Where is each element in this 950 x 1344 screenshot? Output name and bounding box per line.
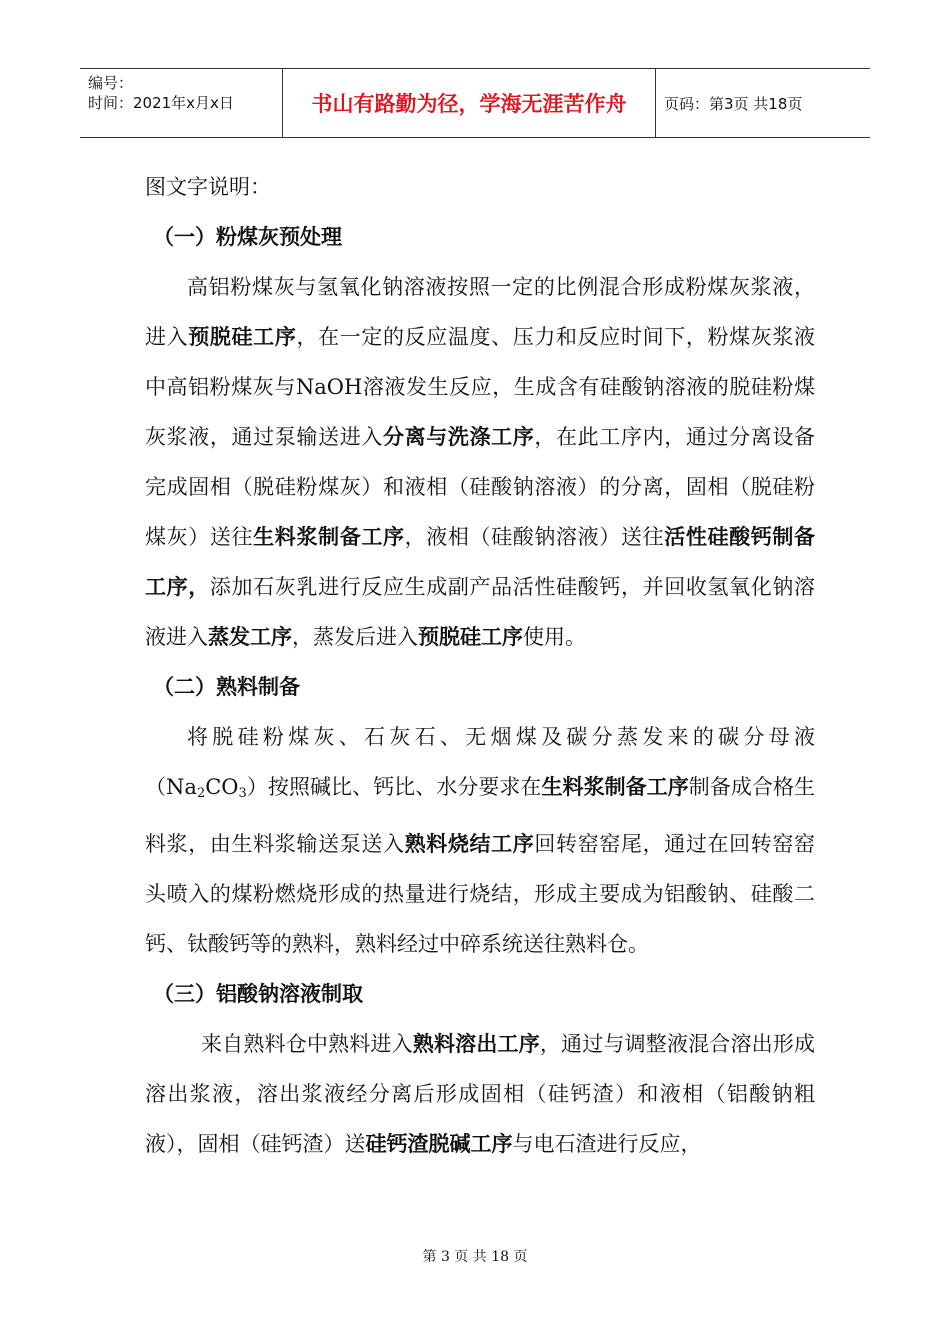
document-number-label: 编号： <box>88 74 134 92</box>
document-date-label: 时间：2021年x月x日 <box>88 94 234 112</box>
header-page-cell <box>656 69 870 137</box>
header-motto-cell <box>283 69 656 137</box>
process-term: 生料浆制备工序 <box>541 775 689 799</box>
process-term: 分离与洗涤工序 <box>382 425 535 449</box>
process-term: 熟料溶出工序 <box>412 1032 540 1056</box>
section-2-paragraph: 将脱硅粉煤灰、石灰石、无烟煤及碳分蒸发来的碳分母液$(Na_2CO_3)$按照碱比、钙比、水分要求在生料浆制备工序制备成合格生料浆，由生料浆输送泵送入熟料烧结工序回转窑窑尾，通过在回转窑窑头喷入的煤粉燃烧形成的热量进行烧结，形成主要成为铝酸钠、硅酸二钙、钛酸钙等的熟料，熟料经过中碎系统送往熟料仓。 <box>145 725 816 956</box>
process-term: 蒸发工序 <box>208 625 292 649</box>
section-heading-2: （二）熟料制备 <box>153 675 300 699</box>
header-meta-cell <box>80 69 283 137</box>
header-motto: 书山有路勤为径，学海无涯苦作舟 <box>311 92 627 116</box>
process-term: 熟料烧结工序 <box>404 832 535 856</box>
document-body <box>145 162 815 1169</box>
intro-text: 图文字说明： <box>145 175 271 199</box>
process-term: 生料浆制备工序 <box>253 525 405 549</box>
process-term: 活性硅酸钙制备工序， <box>145 525 816 599</box>
page-footer: 第 3 页 共 18 页 <box>422 1249 528 1265</box>
section-1-paragraph: 高铝粉煤灰与氢氧化钠溶液按照一定的比例混合形成粉煤灰浆液，进入预脱硅工序，在一定的反应温度、压力和反应时间下，粉煤灰浆液中高铝粉煤灰与NaOH溶液发生反应，生成含有硅酸钠溶液的脱硅粉煤灰浆液，通过泵输送进入分离与洗涤工序，在此工序内，通过分离设备完成固相（脱硅粉煤灰）和液相（硅酸钠溶液）的分离，固相（脱硅粉煤灰）送往生料浆制备工序，液相（硅酸钠溶液）送往活性硅酸钙制备工序，添加石灰乳进行反应生成副产品活性硅酸钙，并回收氢氧化钠溶液进入蒸发工序，蒸发后进入预脱硅工序使用。 <box>145 275 816 649</box>
process-term: 预脱硅工序 <box>188 325 297 349</box>
header-table <box>80 68 870 138</box>
process-term: 预脱硅工序 <box>418 625 523 649</box>
section-heading-3: （三）铝酸钠溶液制取 <box>153 982 363 1006</box>
section-3-paragraph: 来自熟料仓中熟料进入熟料溶出工序，通过与调整液混合溶出形成溶出浆液，溶出浆液经分离后形成固相（硅钙渣）和液相（铝酸钠粗液），固相（硅钙渣）送硅钙渣脱碱工序与电石渣进行反应， <box>145 1032 816 1156</box>
header-page-label: 页码：第3页 共18页 <box>664 94 803 113</box>
section-heading-1: （一）粉煤灰预处理 <box>153 225 342 249</box>
process-term: 硅钙渣脱碱工序 <box>365 1132 513 1156</box>
